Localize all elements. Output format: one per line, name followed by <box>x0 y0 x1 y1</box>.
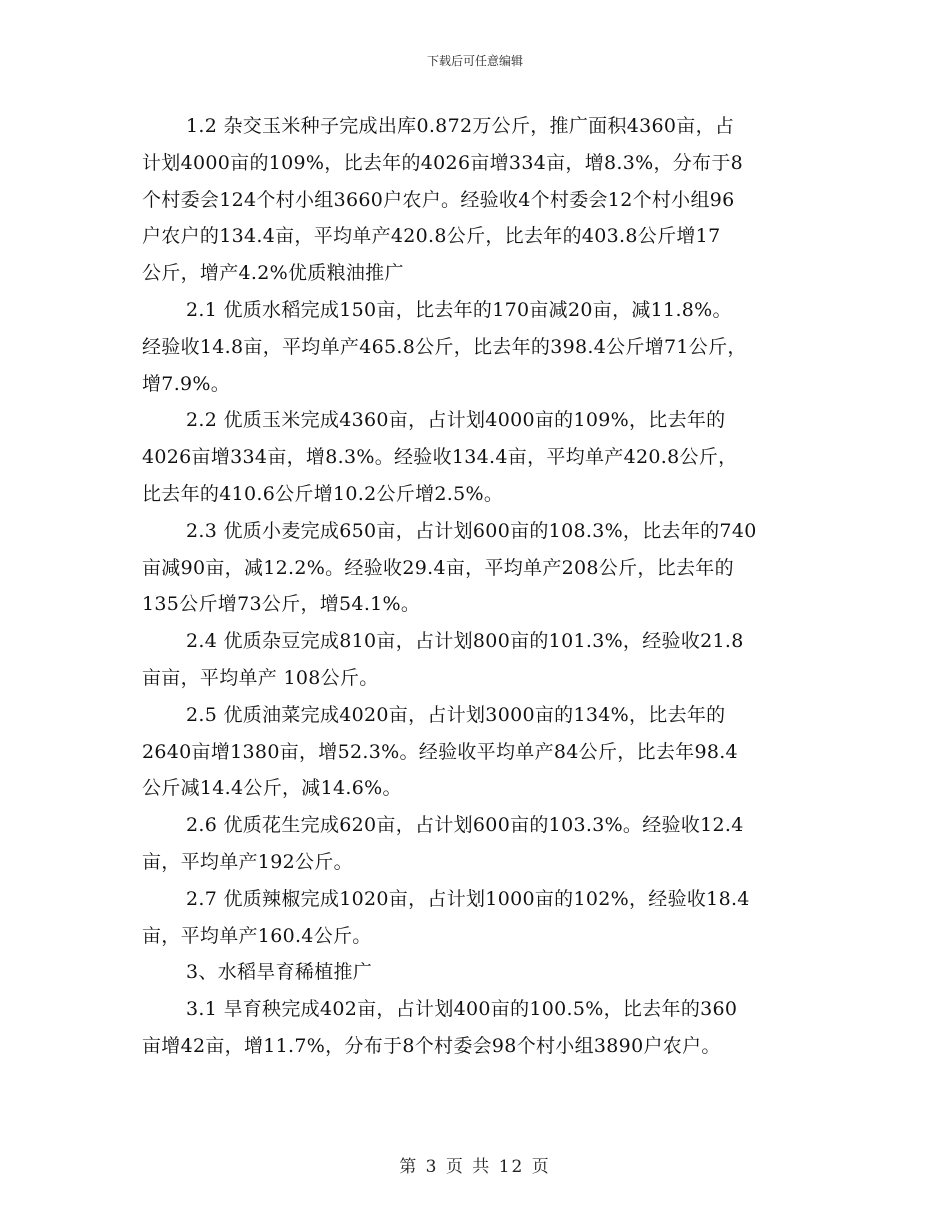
section-heading-3: 3、水稻旱育稀植推广 <box>186 961 373 984</box>
paragraph-3-1: 3.1 旱育秧完成402亩，占计划400亩的100.5%，比去年的360 亩增42亩，增11.7%，分布于8个村委会98个村小组3890户农户。 <box>142 998 738 1057</box>
paragraph-2-4: 2.4 优质杂豆完成810亩，占计划800亩的101.3%，经验收21.8 亩亩，平均单产 108公斤。 <box>142 630 744 689</box>
paragraph-2-7: 2.7 优质辣椒完成1020亩，占计划1000亩的102%，经验收18.4 亩，平均单产160.4公斤。 <box>142 887 750 947</box>
paragraph-2-3: 2.3 优质小麦完成650亩，占计划600亩的108.3%，比去年的740 亩减90亩，减12.2%。经验收29.4亩，平均单产208公斤，比去年的 135公斤增73公斤，增54.1%。 <box>142 519 757 616</box>
paragraph-2-2: 2.2 优质玉米完成4360亩，占计划4000亩的109%，比去年的 4026亩增334亩，增8.3%。经验收134.4亩，平均单产420.8公斤， 比去年的410.6公斤增10.2公斤增2.5%。 <box>142 409 738 505</box>
paragraph-2-1: 2.1 优质水稻完成150亩，比去年的170亩减20亩，减11.8%。 经验收14.8亩，平均单产465.8公斤，比去年的398.4公斤增71公斤， 增7.9%。 <box>142 298 747 395</box>
paragraph-2-6: 2.6 优质花生完成620亩，占计划600亩的103.3%。经验收12.4 亩，平均单产192公斤。 <box>142 814 744 873</box>
paragraph-1-2: 1.2 杂交玉米种子完成出库0.872万公斤，推广面积4360亩，占 计划4000亩的109%，比去年的4026亩增334亩，增8.3%，分布于8 个村委会124个村小组3660户农户。经验收4个村委会12个村小组96 户农户的134.4亩，平均单产420.8公斤，比去年的403.8公斤增17 公斤，增产4.2%优质粮油推广 <box>142 115 744 285</box>
document-body <box>142 108 814 1065</box>
page-footer: 第 3 页 共 12 页 <box>399 1157 551 1177</box>
page-header: 下载后可任意编辑 <box>426 54 523 68</box>
paragraph-2-5: 2.5 优质油菜完成4020亩，占计划3000亩的134%，比去年的 2640亩增1380亩，增52.3%。经验收平均单产84公斤，比去年98.4 公斤减14.4公斤，减14.6%。 <box>142 703 738 800</box>
